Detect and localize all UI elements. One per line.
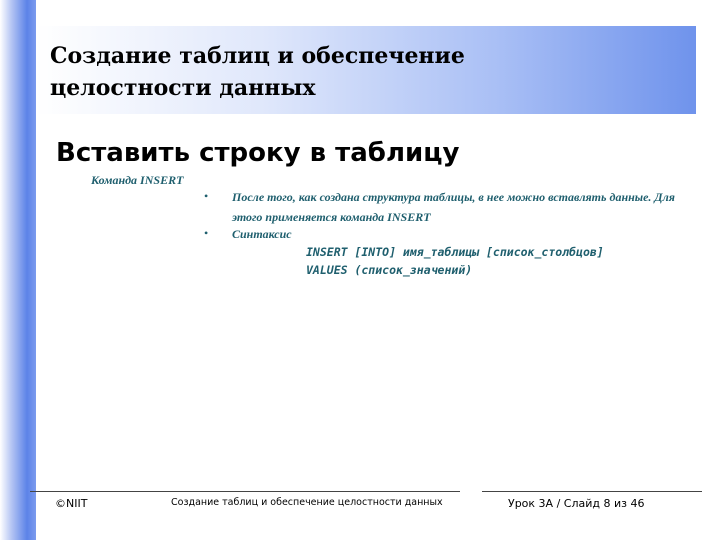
bullet-item: Синтаксис [232,227,292,241]
bullet-item: После того, как создана структура таблицы, в нее можно вставлять данные. Для этого применяется команда INSERT [232,190,675,224]
slide-title: Создание таблиц и обеспечение целостности данных [50,43,465,101]
syntax-code-block [306,243,604,279]
left-decorative-bar [0,0,36,540]
footer-divider [482,491,702,492]
bullet-dot-icon: • [204,189,209,203]
slide-subtitle: Вставить строку в таблицу [56,138,460,168]
code-line: VALUES (список_значений) [306,263,473,277]
command-label: Команда INSERT [91,173,184,187]
bullet-dot-icon: • [204,226,209,240]
code-line: INSERT [INTO] имя_таблицы [список_столбцов] [306,245,604,259]
footer-title: Создание таблиц и обеспечение целостности данных [171,497,443,508]
footer-copyright: ©NIIT [55,497,88,510]
footer-slide-info: Урок 3A / Слайд 8 из 46 [508,497,645,510]
footer-divider [30,491,460,492]
